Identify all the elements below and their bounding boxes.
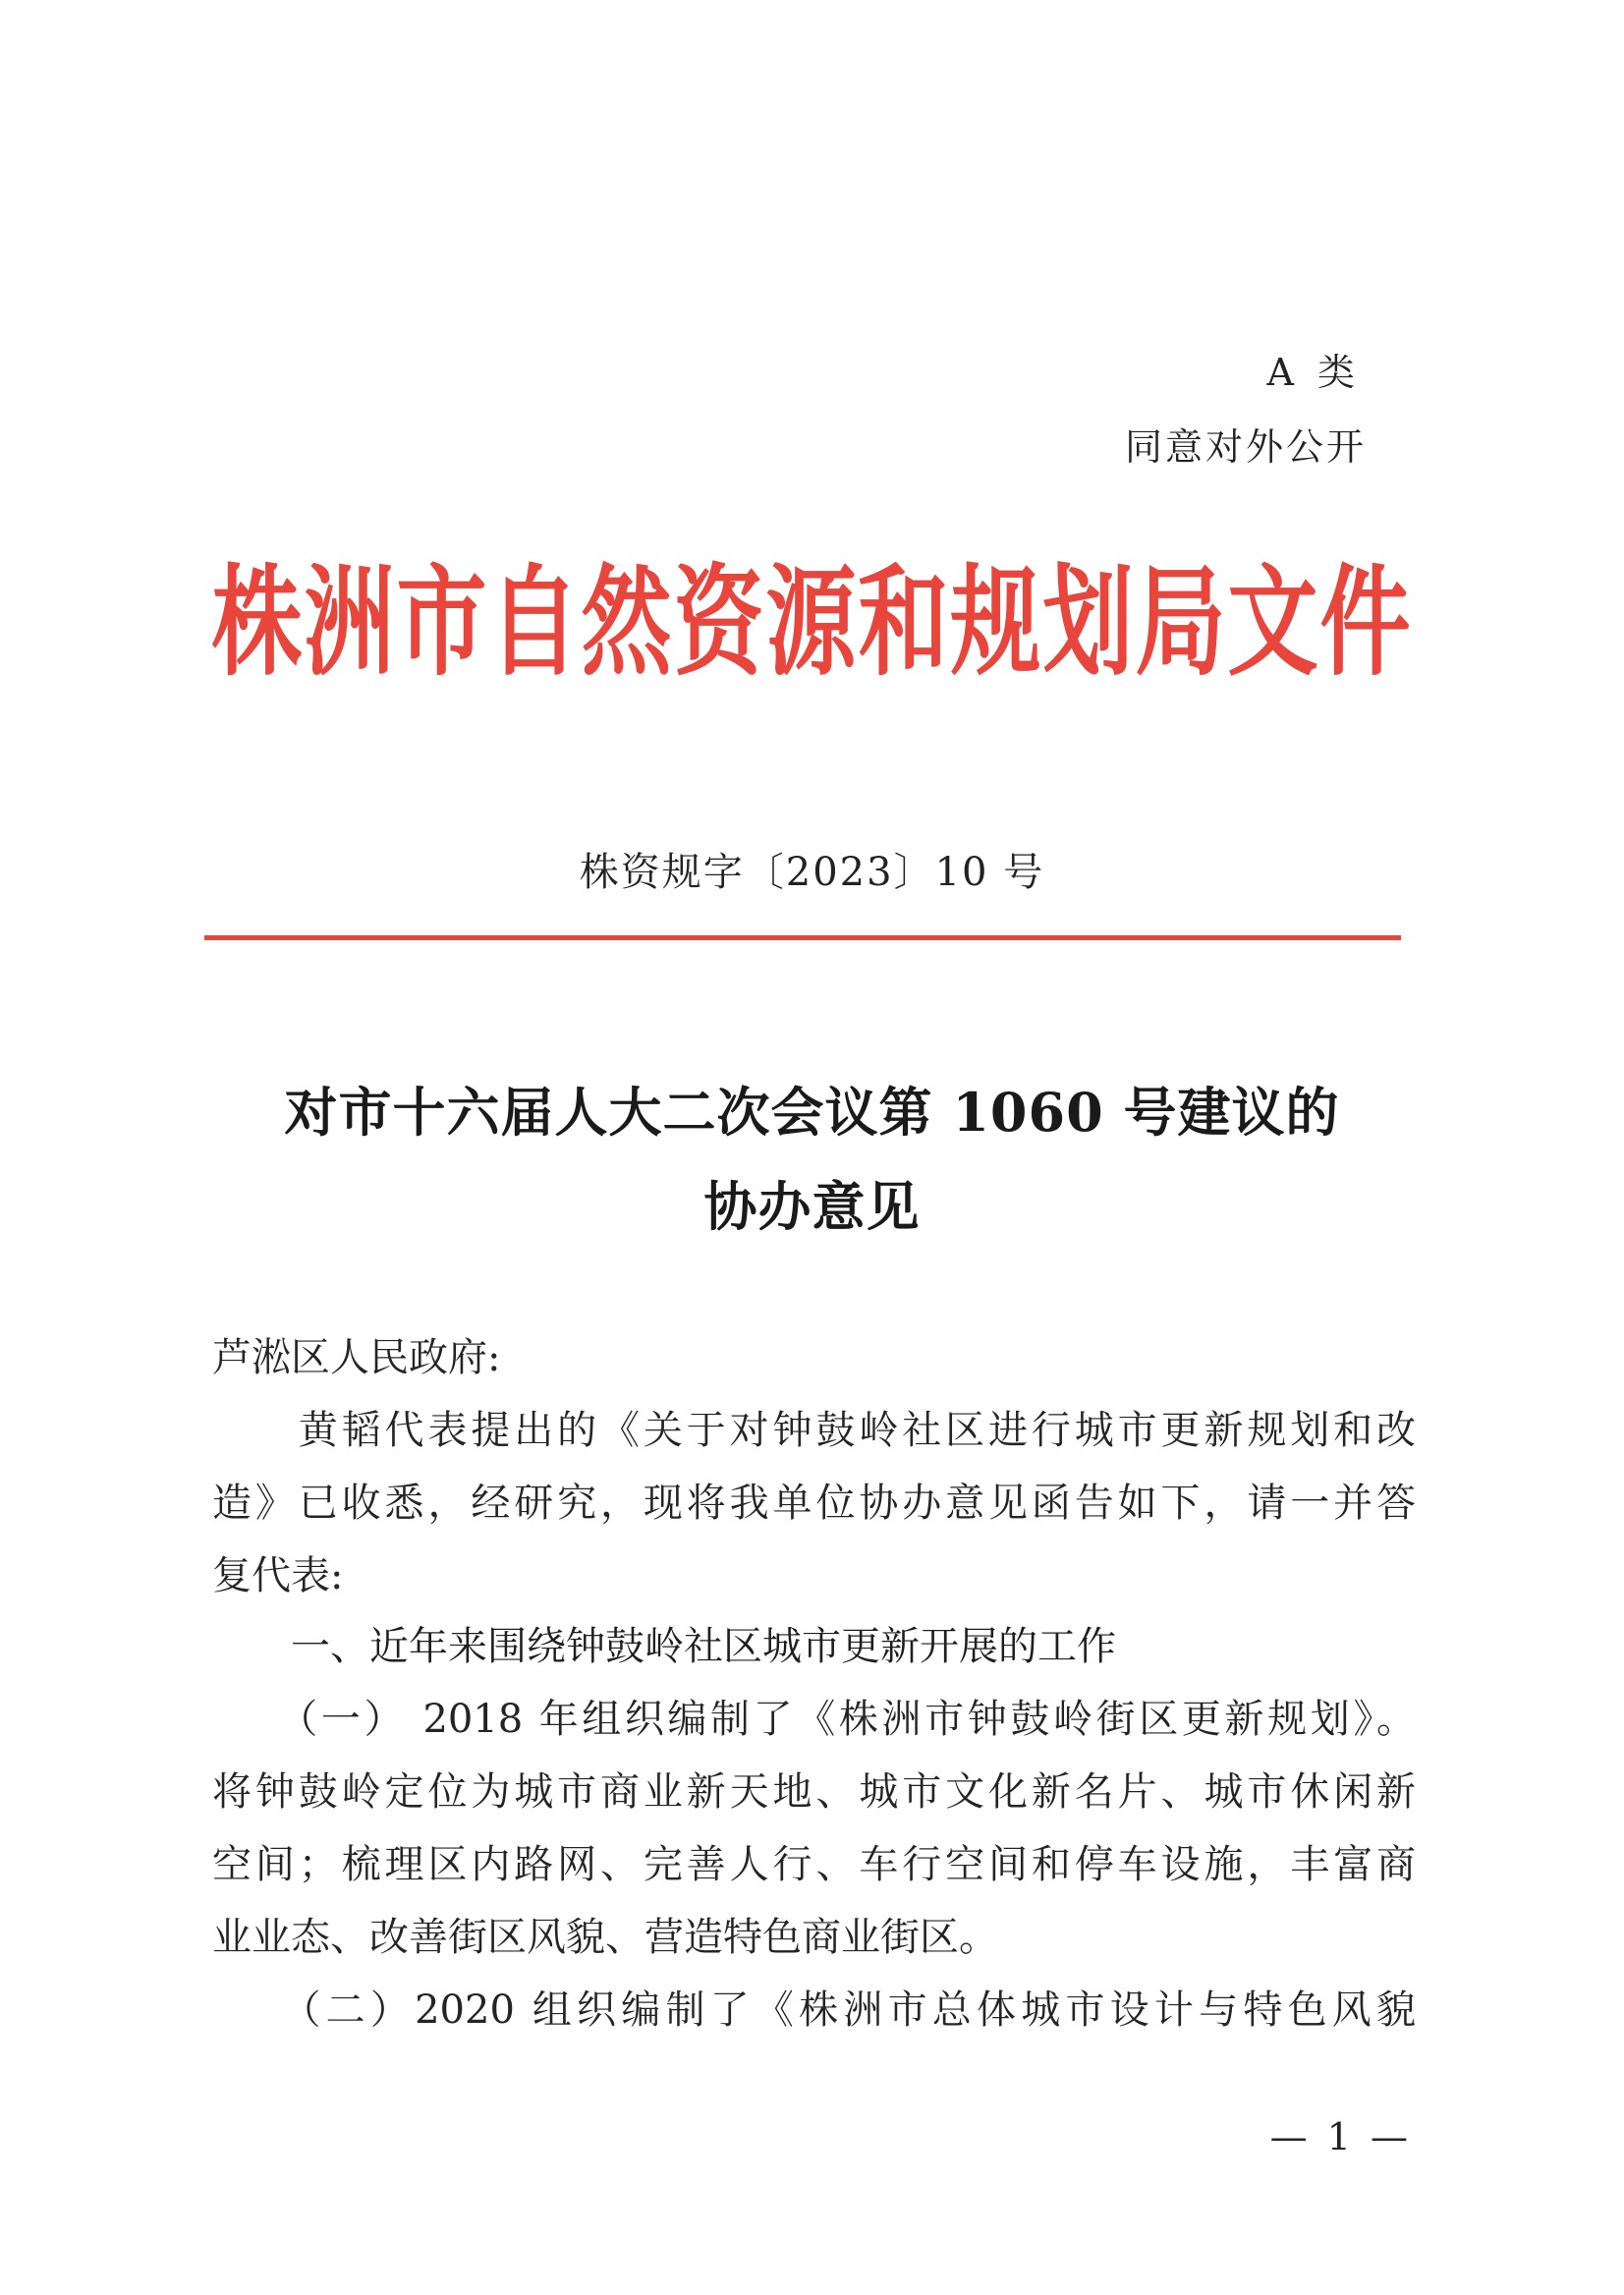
disclosure-note: 同意对外公开	[1124, 425, 1367, 469]
document-title-line-1: 对市十六届人大二次会议第 1060 号建议的	[284, 1081, 1340, 1144]
section-heading: 一、近年来围绕钟鼓岭社区城市更新开展的工作	[212, 1624, 1116, 1669]
body-paragraph-line: （一） 2018 年组织编制了《株洲市钟鼓岭街区更新规划》。	[212, 1697, 1416, 1742]
body-paragraph-line: 复代表:	[212, 1553, 344, 1598]
body-paragraph-line: 空间；梳理区内路网、完善人行、车行空间和停车设施，丰富商	[212, 1842, 1416, 1887]
issuer-heading: 株洲市自然资源和规划局文件	[211, 553, 1413, 693]
classification-mark: A 类	[1266, 351, 1361, 394]
body-paragraph-line: 业业态、改善街区风貌、营造特色商业街区。	[212, 1915, 998, 1960]
body-paragraph-line: 黄韬代表提出的《关于对钟鼓岭社区进行城市更新规划和改	[212, 1408, 1416, 1453]
body-paragraph-line: 将钟鼓岭定位为城市商业新天地、城市文化新名片、城市休闲新	[212, 1769, 1416, 1815]
document-title-line-2: 协办意见	[703, 1175, 921, 1238]
page-number: — 1 —	[1269, 2115, 1412, 2158]
document-number: 株资规字〔2023〕10 号	[579, 850, 1045, 895]
addressee: 芦淞区人民政府:	[212, 1335, 501, 1380]
body-paragraph-line: 造》已收悉，经研究，现将我单位协办意见函告如下，请一并答	[212, 1481, 1416, 1526]
red-divider	[204, 935, 1401, 940]
body-paragraph-line: （二）2020 组织编制了《株洲市总体城市设计与特色风貌	[212, 1987, 1416, 2033]
